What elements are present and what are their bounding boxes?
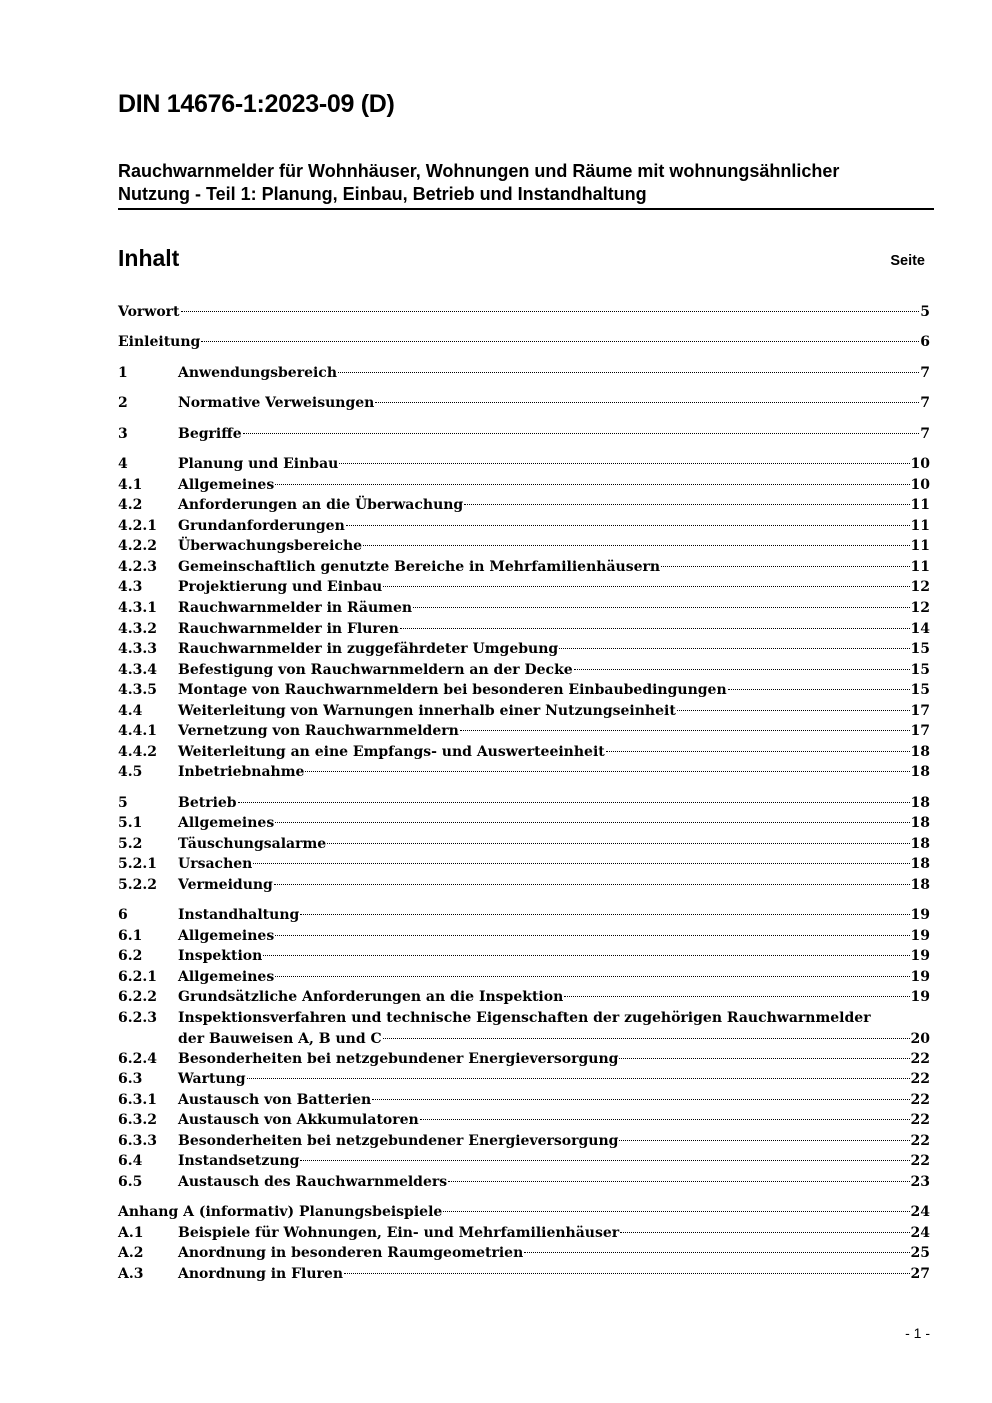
toc-leader-dots [661, 566, 909, 567]
toc-entry-page: 15 [910, 641, 930, 657]
toc-entry-number: 6.3.2 [118, 1112, 157, 1128]
toc-entry-page: 14 [910, 621, 930, 637]
toc-entry-number: 4.2.1 [118, 518, 157, 534]
toc-leader-dots [564, 996, 909, 997]
toc-entry[interactable] [118, 680, 930, 701]
toc-entry-title: Befestigung von Rauchwarnmeldern an der Decke [178, 662, 573, 678]
toc-entry-number: 6.2.2 [118, 989, 157, 1005]
toc-entry-page: 27 [910, 1266, 930, 1282]
toc-entry-number: 6.3.1 [118, 1092, 157, 1108]
toc-leader-dots [448, 1181, 909, 1182]
document-title-line-1: Rauchwarnmelder für Wohnhäuser, Wohnungen und Räume mit wohnungsähnlicher [118, 161, 840, 181]
toc-entry-page: 25 [910, 1245, 930, 1261]
toc-entry-page: 19 [910, 907, 930, 923]
toc-leader-dots [372, 1099, 909, 1100]
toc-leader-dots [383, 1038, 910, 1039]
toc-entry-title: Besonderheiten bei netzgebundener Energieversorgung [178, 1051, 619, 1067]
toc-leader-dots [263, 955, 909, 956]
toc-entry-number: 5 [118, 795, 128, 811]
toc-entry[interactable] [118, 834, 930, 855]
toc-entry-number: A.1 [118, 1225, 144, 1241]
toc-entry-number: 5.2.2 [118, 877, 157, 893]
toc-entry[interactable] [118, 332, 930, 353]
toc-entry-page: 18 [910, 795, 930, 811]
toc-leader-dots [346, 525, 910, 526]
toc-entry[interactable] [118, 363, 930, 384]
toc-entry[interactable] [118, 701, 930, 722]
toc-entry[interactable] [118, 619, 930, 640]
toc-entry[interactable] [118, 660, 930, 681]
toc-entry-number: 5.2.1 [118, 856, 157, 872]
toc-entry-title: Projektierung und Einbau [178, 579, 383, 595]
toc-entry-number: A.3 [118, 1266, 144, 1282]
toc-entry-number: 4.1 [118, 477, 143, 493]
toc-entry[interactable] [118, 1131, 930, 1152]
toc-entry[interactable] [118, 516, 930, 537]
toc-heading: Inhalt [118, 245, 180, 271]
toc-entry[interactable] [118, 1090, 930, 1111]
toc-entry-page: 15 [910, 662, 930, 678]
toc-entry-page: 22 [910, 1133, 930, 1149]
toc-entry[interactable] [118, 302, 930, 323]
toc-entry-title: Ursachen [178, 856, 253, 872]
toc-entry-number: 4.3.5 [118, 682, 157, 698]
toc-leader-dots [420, 1119, 910, 1120]
toc-entry[interactable] [118, 721, 930, 742]
toc-entry-title: Vorwort [118, 304, 180, 320]
toc-entry-number: 6.2 [118, 948, 143, 964]
toc-leader-dots [238, 802, 910, 803]
toc-leader-dots [464, 504, 909, 505]
toc-entry-number: 4.3.2 [118, 621, 157, 637]
toc-entry-title: Täuschungsalarme [178, 836, 327, 852]
toc-entry-title: Weiterleitung an eine Empfangs- und Auswerteeinheit [178, 744, 605, 760]
toc-entry-title: Anhang A (informativ) Planungsbeispiele [118, 1204, 443, 1220]
toc-entry-number: 4.5 [118, 764, 143, 780]
toc-entry-title: Rauchwarnmelder in Fluren [178, 621, 399, 637]
toc-entry[interactable] [118, 639, 930, 660]
toc-entry-title: Austausch von Akkumulatoren [178, 1112, 419, 1128]
toc-entry-page: 7 [920, 426, 930, 442]
toc-entry-page: 6 [920, 334, 930, 350]
toc-entry-number: 1 [118, 365, 128, 381]
toc-entry-page: 12 [910, 600, 930, 616]
toc-leader-dots [400, 628, 910, 629]
toc-entry[interactable] [118, 1069, 930, 1090]
toc-entry-page: 19 [910, 928, 930, 944]
toc-leader-dots [243, 433, 920, 434]
toc-leader-dots [339, 463, 909, 464]
toc-entry-page: 18 [910, 836, 930, 852]
toc-entry-number: 2 [118, 395, 128, 411]
toc-entry-title: Allgemeines [178, 477, 275, 493]
toc-entry-page: 11 [910, 538, 930, 554]
toc-entry[interactable] [118, 1049, 930, 1070]
toc-leader-dots [300, 914, 909, 915]
toc-entry-number: 5.1 [118, 815, 143, 831]
document-id: DIN 14676-1:2023-09 (D) [118, 90, 395, 118]
toc-entry-page: 19 [910, 948, 930, 964]
toc-entry-page: 11 [910, 518, 930, 534]
toc-entry-title: Vermeidung [178, 877, 273, 893]
toc-entry[interactable] [118, 1202, 930, 1223]
toc-entry-number: 6.1 [118, 928, 143, 944]
toc-entry-page: 24 [910, 1204, 930, 1220]
toc-entry[interactable] [118, 536, 930, 557]
toc-leader-dots [677, 710, 910, 711]
toc-entry[interactable] [118, 905, 930, 926]
toc-leader-dots [201, 341, 919, 342]
toc-entry[interactable] [118, 577, 930, 598]
toc-entry-title: Inspektionsverfahren und technische Eigenschaften der zugehörigen Rauchwarnmelder [178, 1010, 871, 1026]
toc-entry-page: 23 [910, 1174, 930, 1190]
toc-leader-dots [619, 1140, 909, 1141]
document-title [118, 160, 934, 210]
toc-entry[interactable] [118, 875, 930, 896]
toc-entry-number: 4.2.2 [118, 538, 157, 554]
toc-entry-page: 24 [910, 1225, 930, 1241]
toc-entry-page: 11 [910, 559, 930, 575]
toc-leader-dots [363, 545, 909, 546]
toc-entry[interactable] [118, 598, 930, 619]
toc-entry-number: 4.4.2 [118, 744, 157, 760]
toc-entry-number: 6.2.3 [118, 1010, 157, 1026]
toc-entry-number: 4.4.1 [118, 723, 157, 739]
toc-entry-page: 17 [910, 703, 930, 719]
toc-entry-title: Begriffe [178, 426, 242, 442]
toc-entry-page: 18 [910, 744, 930, 760]
toc-leader-dots [460, 730, 910, 731]
toc-entry[interactable] [118, 1110, 930, 1131]
toc-entry[interactable] [118, 1172, 930, 1193]
toc-leader-dots [253, 863, 909, 864]
toc-leader-dots [327, 843, 909, 844]
toc-entry[interactable] [118, 946, 930, 967]
toc-leader-dots [247, 1078, 910, 1079]
toc-entry-number: 4.3 [118, 579, 143, 595]
toc-entry-number: 4.4 [118, 703, 143, 719]
toc-entry-page: 18 [910, 856, 930, 872]
toc-entry-title: Betrieb [178, 795, 237, 811]
toc-entry-title: Weiterleitung von Warnungen innerhalb einer Nutzungseinheit [178, 703, 676, 719]
toc-entry[interactable] [118, 475, 930, 496]
toc-entry-page: 18 [910, 815, 930, 831]
toc-entry-title: Anordnung in Fluren [178, 1266, 344, 1282]
toc-entry-page: 20 [910, 1031, 930, 1047]
toc-entry-title: Planung und Einbau [178, 456, 339, 472]
toc-entry-title: Grundsätzliche Anforderungen an die Inspektion [178, 989, 564, 1005]
toc-entry-page: 7 [920, 365, 930, 381]
toc-entry-page: 22 [910, 1092, 930, 1108]
toc-entry-page: 15 [910, 682, 930, 698]
document-title-line-2: Nutzung - Teil 1: Planung, Einbau, Betrieb und Instandhaltung [118, 184, 647, 204]
toc-page-label: Seite [890, 253, 925, 269]
toc-entry-number: 3 [118, 426, 128, 442]
toc-leader-dots [181, 311, 920, 312]
toc-leader-dots [606, 751, 910, 752]
toc-entry-title: Rauchwarnmelder in Räumen [178, 600, 413, 616]
toc-entry[interactable] [118, 1151, 930, 1172]
toc-entry[interactable] [118, 1243, 930, 1264]
toc-entry-title: Inbetriebnahme [178, 764, 305, 780]
toc-entry-title: Vernetzung von Rauchwarnmeldern [178, 723, 459, 739]
toc-entry-title: Einleitung [118, 334, 201, 350]
toc-entry-page: 22 [910, 1071, 930, 1087]
toc-entry-page: 10 [910, 456, 930, 472]
toc-leader-dots [375, 402, 919, 403]
toc-entry-number: 5.2 [118, 836, 143, 852]
toc-entry-number: A.2 [118, 1245, 144, 1261]
page-number: - 1 - [905, 1325, 930, 1341]
toc-entry-title: Normative Verweisungen [178, 395, 375, 411]
toc-entry-page: 18 [910, 764, 930, 780]
toc-leader-dots [383, 586, 909, 587]
toc-entry-page: 22 [910, 1153, 930, 1169]
toc-entry[interactable] [118, 813, 930, 834]
toc-entry-title: Wartung [178, 1071, 246, 1087]
toc-entry-page: 18 [910, 877, 930, 893]
toc-leader-dots [559, 648, 909, 649]
toc-entry-page: 19 [910, 969, 930, 985]
toc-entry-title: Allgemeines [178, 969, 275, 985]
toc-entry-page: 19 [910, 989, 930, 1005]
toc-entry-title: Anordnung in besonderen Raumgeometrien [178, 1245, 524, 1261]
toc-entry-title: Inspektion [178, 948, 263, 964]
toc-entry-number: 6.3 [118, 1071, 143, 1087]
toc-entry-page: 7 [920, 395, 930, 411]
toc-entry-page: 11 [910, 497, 930, 513]
toc-entry[interactable] [118, 762, 930, 783]
toc-entry-title: Allgemeines [178, 928, 275, 944]
toc-leader-dots [274, 884, 910, 885]
toc-entry[interactable] [118, 495, 930, 516]
toc-entry-number: 6.5 [118, 1174, 143, 1190]
toc-entry-title: Besonderheiten bei netzgebundener Energieversorgung [178, 1133, 619, 1149]
toc-entry[interactable] [118, 854, 930, 875]
toc-leader-dots [619, 1058, 909, 1059]
toc-entry-title: Grundanforderungen [178, 518, 345, 534]
toc-entry[interactable] [118, 1008, 930, 1050]
toc-entry[interactable] [118, 926, 930, 947]
toc-leader-dots [574, 669, 910, 670]
toc-leader-dots [275, 976, 909, 977]
toc-entry-title-continued: der Bauweisen A, B und C [178, 1031, 382, 1047]
toc-entry-page: 22 [910, 1112, 930, 1128]
toc-entry-page: 12 [910, 579, 930, 595]
toc-entry-title: Montage von Rauchwarnmeldern bei besonderen Einbaubedingungen [178, 682, 727, 698]
toc-entry-title: Austausch des Rauchwarnmelders [178, 1174, 448, 1190]
toc-entry-number: 4.3.4 [118, 662, 157, 678]
toc-leader-dots [344, 1273, 910, 1274]
toc-entry-title: Instandsetzung [178, 1153, 300, 1169]
toc-entry-title: Gemeinschaftlich genutzte Bereiche in Mehrfamilienhäusern [178, 559, 661, 575]
toc-entry-title: Allgemeines [178, 815, 275, 831]
toc-entry-title: Austausch von Batterien [178, 1092, 372, 1108]
toc-leader-dots [300, 1160, 909, 1161]
toc-entry-number: 6 [118, 907, 128, 923]
toc-leader-dots [728, 689, 910, 690]
toc-entry-number: 4 [118, 456, 128, 472]
toc-leader-dots [620, 1232, 909, 1233]
toc-entry-title: Instandhaltung [178, 907, 300, 923]
toc-leader-dots [275, 822, 909, 823]
toc-entry-page: 10 [910, 477, 930, 493]
toc-entry-number: 4.3.1 [118, 600, 157, 616]
toc-leader-dots [275, 484, 909, 485]
toc-entry[interactable] [118, 1264, 930, 1285]
toc-entry[interactable] [118, 987, 930, 1008]
toc-entry-number: 4.2.3 [118, 559, 157, 575]
toc-entry[interactable] [118, 454, 930, 475]
toc-entry-title: Anforderungen an die Überwachung [178, 497, 464, 513]
toc-entry[interactable] [118, 424, 930, 445]
toc-leader-dots [338, 372, 919, 373]
toc-entry-number: 4.2 [118, 497, 143, 513]
toc-entry[interactable] [118, 393, 930, 414]
toc-entry[interactable] [118, 557, 930, 578]
toc-entry-number: 6.3.3 [118, 1133, 157, 1149]
toc-entry-title: Beispiele für Wohnungen, Ein- und Mehrfamilienhäuser [178, 1225, 620, 1241]
toc-entry-title: Überwachungsbereiche [178, 538, 363, 554]
toc-leader-dots [524, 1252, 909, 1253]
toc-leader-dots [413, 607, 909, 608]
toc-entry-page: 22 [910, 1051, 930, 1067]
toc-entry-number: 4.3.3 [118, 641, 157, 657]
toc-entry-page: 5 [920, 304, 930, 320]
toc-entry-number: 6.2.4 [118, 1051, 157, 1067]
toc-leader-dots [305, 771, 909, 772]
toc-entry[interactable] [118, 967, 930, 988]
toc-entry[interactable] [118, 742, 930, 763]
toc-entry-page: 17 [910, 723, 930, 739]
toc-entry[interactable] [118, 1223, 930, 1244]
toc-leader-dots [443, 1211, 909, 1212]
toc-entry[interactable] [118, 793, 930, 814]
toc-entry-number: 6.4 [118, 1153, 143, 1169]
toc-entry-number: 6.2.1 [118, 969, 157, 985]
toc-entry-title: Anwendungsbereich [178, 365, 337, 381]
toc-leader-dots [275, 935, 909, 936]
toc-entry-title: Rauchwarnmelder in zuggefährdeter Umgebung [178, 641, 559, 657]
